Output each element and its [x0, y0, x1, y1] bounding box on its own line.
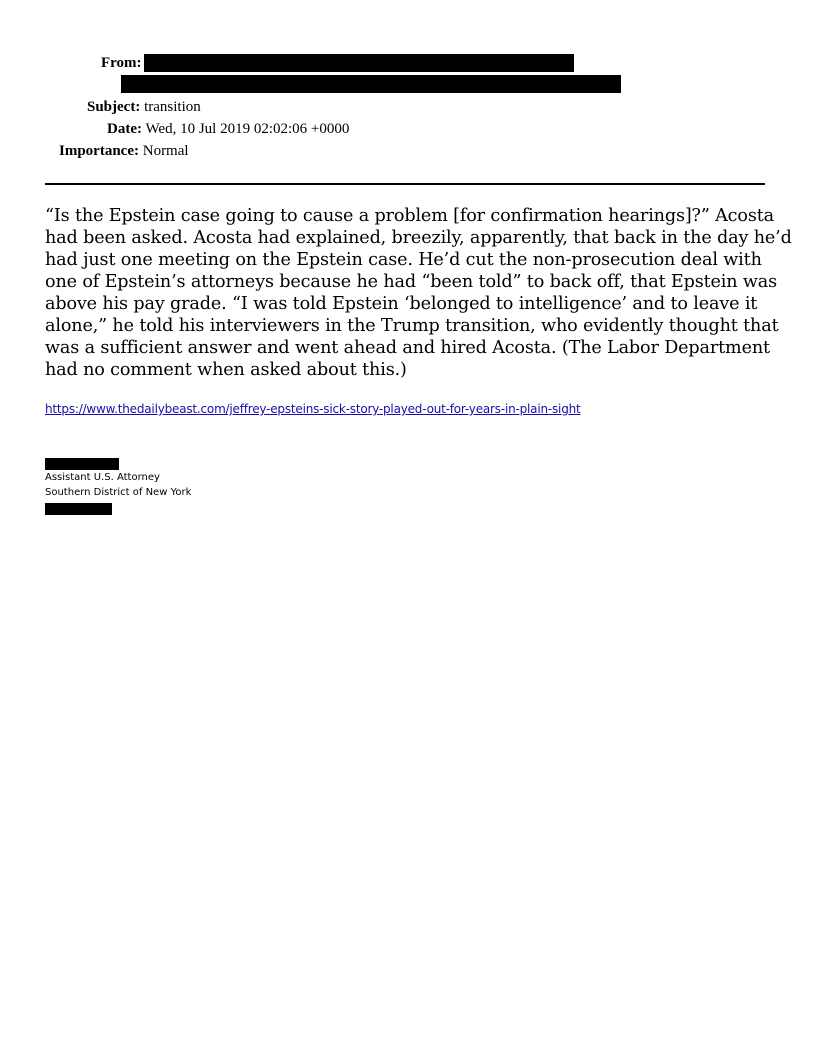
signature-title: Assistant U.S. Attorney — [45, 472, 160, 483]
body-line: above his pay grade. “I was told Epstein ‘belonged to intelligence’ and to leave it — [45, 294, 758, 314]
date-label: Date: — [107, 121, 142, 137]
body-line: one of Epstein’s attorneys because he had “been told” to back off, that Epstein was — [45, 272, 778, 292]
subject-value: transition — [144, 99, 201, 115]
from-row — [101, 54, 142, 72]
body-line: “Is the Epstein case going to cause a problem [for confirmation hearings]?” Acosta — [45, 206, 774, 226]
from-label: From: — [101, 55, 142, 71]
importance-row — [59, 142, 189, 160]
body-line: had no comment when asked about this.) — [45, 360, 407, 380]
redacted-signature-contact — [45, 503, 112, 515]
redacted-signature-name — [45, 458, 119, 470]
redacted-from-line-1 — [144, 54, 574, 72]
redacted-from-line-2 — [121, 75, 621, 93]
body-line: was a sufficient answer and went ahead and hired Acosta. (The Labor Department — [45, 338, 770, 358]
article-link[interactable]: https://www.thedailybeast.com/jeffrey-epsteins-sick-story-played-out-for-years-in-plain-sight — [45, 402, 581, 416]
body-line: had just one meeting on the Epstein case. He’d cut the non-prosecution deal with — [45, 250, 762, 270]
date-value: Wed, 10 Jul 2019 02:02:06 +0000 — [145, 121, 350, 137]
header-divider — [45, 183, 765, 185]
body-line: alone,” he told his interviewers in the Trump transition, who evidently thought that — [45, 316, 779, 336]
date-row — [107, 120, 349, 138]
subject-label: Subject: — [87, 99, 141, 115]
body-line: had been asked. Acosta had explained, breezily, apparently, that back in the day he’d — [45, 228, 792, 248]
subject-row — [87, 98, 201, 116]
email-body — [45, 205, 792, 381]
importance-value: Normal — [142, 143, 189, 159]
signature-office: Southern District of New York — [45, 487, 192, 498]
importance-label: Importance: — [59, 143, 139, 159]
